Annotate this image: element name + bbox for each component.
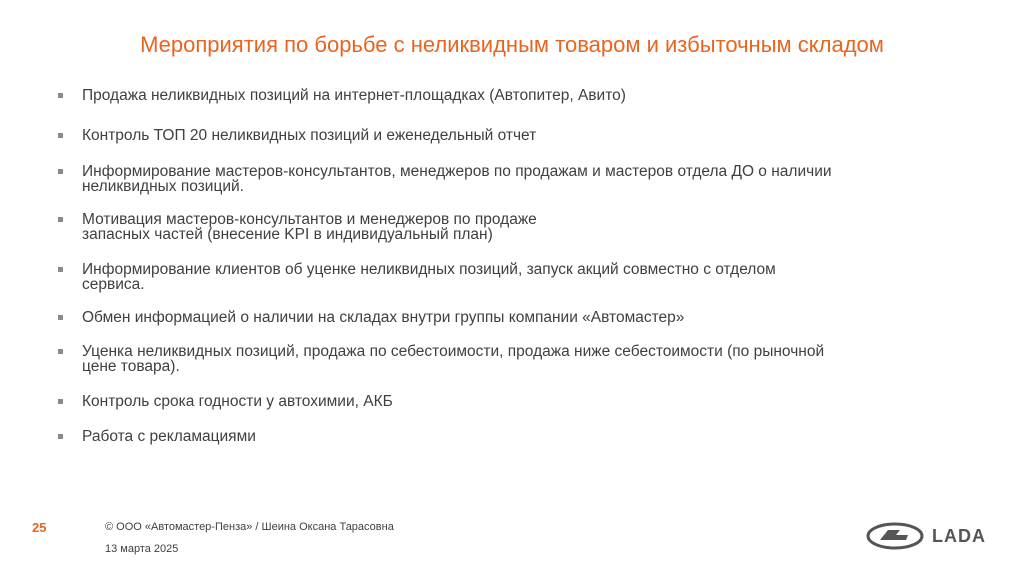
- bullet-text: Работа с рекламациями: [82, 428, 256, 445]
- page-number: 25: [32, 520, 47, 535]
- bullet-item: [58, 429, 938, 444]
- bullet-marker-icon: [58, 399, 63, 404]
- bullet-marker-icon: [58, 434, 63, 439]
- bullet-item: [58, 262, 938, 292]
- bullet-marker-icon: [58, 315, 63, 320]
- bullet-marker-icon: [58, 349, 63, 354]
- bullet-item: [58, 394, 938, 409]
- bullet-marker-icon: [58, 169, 63, 174]
- bullet-item: [58, 212, 938, 242]
- bullet-item: [58, 164, 938, 194]
- bullet-text: Информирование клиентов об уценке неликвидных позиций, запуск акций совместно с отделом сервиса.: [82, 261, 776, 293]
- bullet-marker-icon: [58, 267, 63, 272]
- bullet-item: [58, 88, 938, 103]
- bullet-text: Контроль ТОП 20 неликвидных позиций и еженедельный отчет: [82, 127, 537, 144]
- bullet-text: Мотивация мастеров-консультантов и менеджеров по продаже запасных частей (внесение KPI в индивидуальный план): [82, 211, 537, 243]
- bullet-item: [58, 128, 938, 143]
- bullet-text: Уценка неликвидных позиций, продажа по себестоимости, продажа ниже себестоимости (по рыночной цене товара).: [82, 343, 825, 375]
- lada-logo: [866, 520, 986, 552]
- logo-text: LADA: [932, 525, 986, 546]
- bullet-text: Обмен информацией о наличии на складах внутри группы компании «Автомастер»: [82, 309, 685, 326]
- bullet-item: [58, 310, 938, 325]
- lada-boat-emblem-icon: [866, 522, 924, 550]
- bullet-marker-icon: [58, 93, 63, 98]
- footer-copyright: © ООО «Автомастер-Пенза» / Шеина Оксана Тарасовна: [105, 521, 394, 533]
- bullet-item: [58, 344, 938, 374]
- slide-title: Мероприятия по борьбе с неликвидным товаром и избыточным складом: [140, 32, 884, 57]
- bullet-text: Продажа неликвидных позиций на интернет-площадках (Автопитер, Авито): [82, 87, 626, 104]
- footer-date: 13 марта 2025: [105, 543, 179, 555]
- bullet-marker-icon: [58, 133, 63, 138]
- bullet-text: Информирование мастеров-консультантов, менеджеров по продажам и мастеров отдела ДО о наличии неликвидных позиций.: [82, 163, 832, 195]
- bullet-text: Контроль срока годности у автохимии, АКБ: [82, 393, 393, 410]
- bullet-marker-icon: [58, 217, 63, 222]
